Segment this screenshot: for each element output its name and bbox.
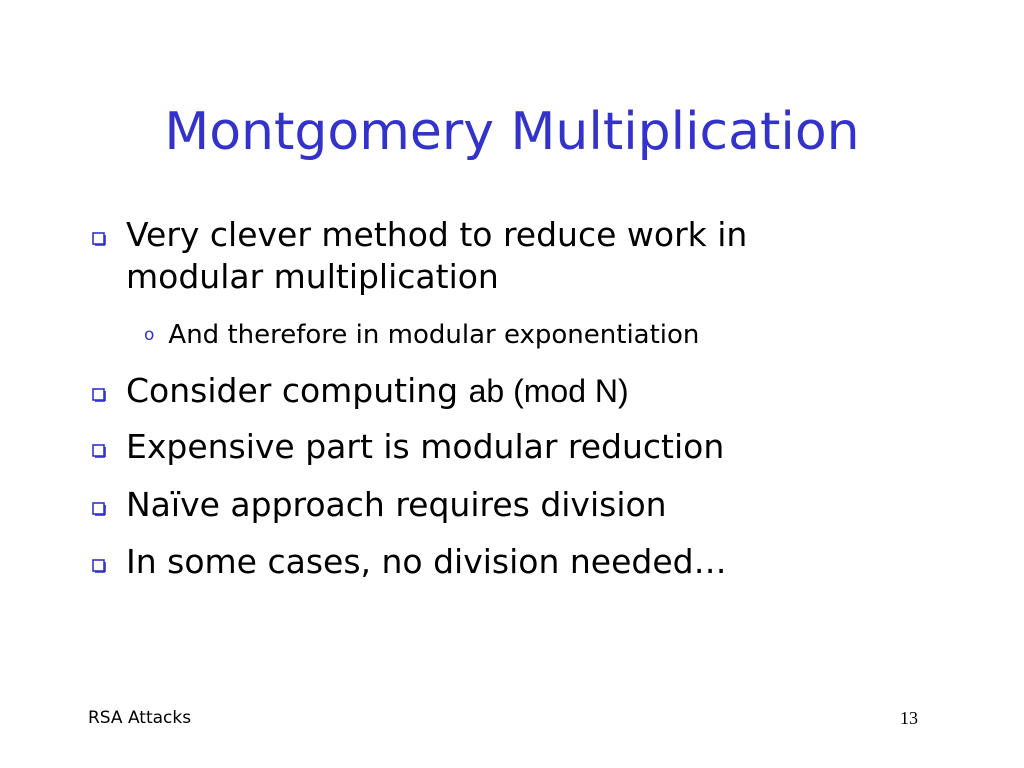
bullet-text bbox=[126, 370, 866, 412]
footer-title: RSA Attacks bbox=[88, 708, 192, 728]
hollow-square-icon bbox=[92, 232, 106, 246]
hollow-circle-icon: o bbox=[144, 325, 155, 345]
bullet-item bbox=[92, 484, 866, 526]
slide-title: Montgomery Multiplication bbox=[164, 102, 860, 162]
bullet-text: In some cases, no division needed… bbox=[126, 542, 727, 581]
bullet-text: Expensive part is modular reduction bbox=[126, 427, 725, 466]
page-number: 13 bbox=[900, 708, 918, 728]
bullet-text-prefix: Consider computing bbox=[126, 371, 469, 410]
hollow-square-icon bbox=[92, 444, 106, 458]
bullet-item bbox=[92, 370, 866, 412]
sub-bullet-text: And therefore in modular exponentiation bbox=[168, 320, 700, 350]
bullet-text-math: ab (mod N) bbox=[468, 373, 629, 409]
bullet-item bbox=[92, 214, 866, 298]
hollow-square-icon bbox=[92, 388, 106, 402]
bullet-text: Naïve approach requires division bbox=[126, 485, 667, 524]
bullet-item bbox=[92, 541, 866, 583]
hollow-square-icon bbox=[92, 559, 106, 573]
sub-bullet-item bbox=[144, 318, 699, 352]
bullet-item bbox=[92, 426, 866, 468]
bullet-text: Very clever method to reduce work in modular multiplication bbox=[126, 215, 748, 296]
hollow-square-icon bbox=[92, 502, 106, 516]
